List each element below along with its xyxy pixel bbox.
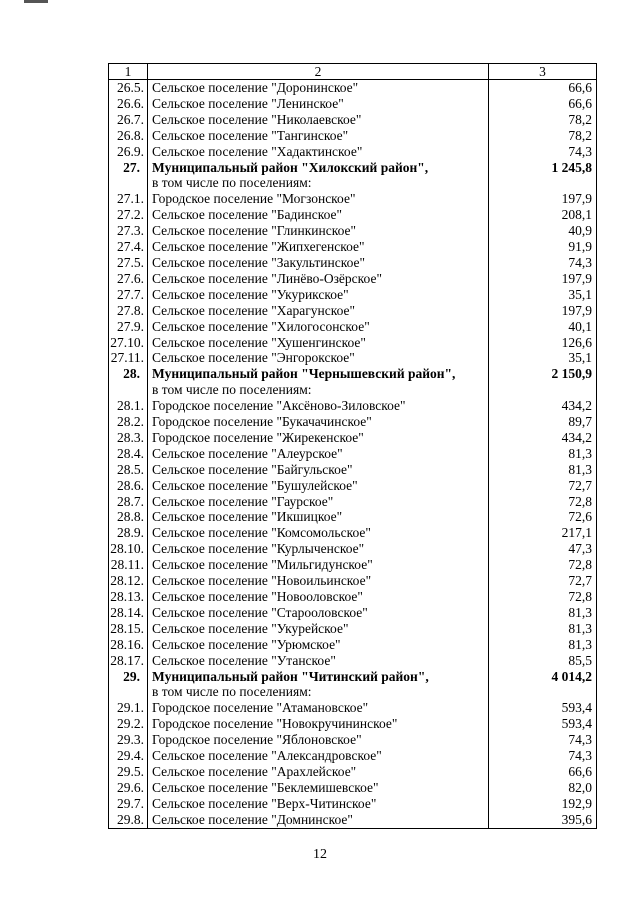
row-number: 28.7. — [109, 494, 148, 510]
table-row — [109, 191, 597, 207]
district-row — [109, 669, 597, 685]
row-name: в том числе по поселениям: — [148, 175, 489, 191]
row-name: Сельское поселение "Беклемишевское" — [148, 780, 489, 796]
row-name: Сельское поселение "Домнинское" — [148, 812, 489, 828]
row-name: в том числе по поселениям: — [148, 382, 489, 398]
table-row — [109, 239, 597, 255]
row-value: 81,3 — [489, 462, 597, 478]
row-name: Сельское поселение "Энгорокское" — [148, 350, 489, 366]
row-number: 26.6. — [109, 96, 148, 112]
table-row — [109, 796, 597, 812]
row-value: 593,4 — [489, 700, 597, 716]
table-row — [109, 509, 597, 525]
row-number: 29.7. — [109, 796, 148, 812]
page-number: 12 — [313, 847, 327, 862]
row-name: Сельское поселение "Новооловское" — [148, 589, 489, 605]
row-name: Сельское поселение "Мильгидунское" — [148, 557, 489, 573]
row-name: Сельское поселение "Хушенгинское" — [148, 335, 489, 351]
table-row — [109, 494, 597, 510]
row-number: 28. — [109, 366, 148, 382]
row-number: 29.8. — [109, 812, 148, 828]
table-row — [109, 557, 597, 573]
row-number: 26.8. — [109, 128, 148, 144]
row-number: 28.4. — [109, 446, 148, 462]
row-value: 78,2 — [489, 112, 597, 128]
row-name: Муниципальный район "Хилокский район", — [148, 160, 489, 176]
row-number: 28.8. — [109, 509, 148, 525]
table-row — [109, 525, 597, 541]
table-row — [109, 541, 597, 557]
table-row — [109, 287, 597, 303]
row-value: 81,3 — [489, 621, 597, 637]
row-value: 74,3 — [489, 144, 597, 160]
row-name: Сельское поселение "Укурейское" — [148, 621, 489, 637]
row-name: Сельское поселение "Алеурское" — [148, 446, 489, 462]
row-number: 27.8. — [109, 303, 148, 319]
row-value: 72,7 — [489, 573, 597, 589]
row-number: 26.5. — [109, 80, 148, 96]
table-row — [109, 462, 597, 478]
header-row — [109, 64, 597, 80]
allocation-table — [108, 63, 597, 829]
budget-table — [108, 63, 596, 829]
row-value: 395,6 — [489, 812, 597, 828]
table-row — [109, 732, 597, 748]
row-name: Сельское поселение "Верх-Читинское" — [148, 796, 489, 812]
row-value: 82,0 — [489, 780, 597, 796]
table-row — [109, 414, 597, 430]
row-number — [109, 684, 148, 700]
row-value: 208,1 — [489, 207, 597, 223]
row-value: 40,9 — [489, 223, 597, 239]
row-value: 66,6 — [489, 80, 597, 96]
row-number: 29.3. — [109, 732, 148, 748]
subheading-row — [109, 175, 597, 191]
row-name: Сельское поселение "Харагунское" — [148, 303, 489, 319]
row-value: 72,8 — [489, 589, 597, 605]
row-value: 1 245,8 — [489, 160, 597, 176]
row-name: Сельское поселение "Старооловское" — [148, 605, 489, 621]
row-value: 126,6 — [489, 335, 597, 351]
subheading-row — [109, 684, 597, 700]
row-name: Сельское поселение "Хадактинское" — [148, 144, 489, 160]
row-value: 35,1 — [489, 287, 597, 303]
row-number: 29.4. — [109, 748, 148, 764]
row-value: 72,6 — [489, 509, 597, 525]
row-value — [489, 684, 597, 700]
row-value: 81,3 — [489, 446, 597, 462]
row-number: 28.2. — [109, 414, 148, 430]
row-value: 78,2 — [489, 128, 597, 144]
row-name: Городское поселение "Атамановское" — [148, 700, 489, 716]
row-name: Сельское поселение "Хилогосонское" — [148, 319, 489, 335]
row-value: 192,9 — [489, 796, 597, 812]
row-number: 28.16. — [109, 637, 148, 653]
table-row — [109, 653, 597, 669]
table-row — [109, 748, 597, 764]
row-value: 197,9 — [489, 191, 597, 207]
row-value: 81,3 — [489, 637, 597, 653]
row-number: 28.3. — [109, 430, 148, 446]
row-number: 27.7. — [109, 287, 148, 303]
table-row — [109, 335, 597, 351]
table-row — [109, 478, 597, 494]
table-row — [109, 223, 597, 239]
row-number: 27.2. — [109, 207, 148, 223]
row-name: Сельское поселение "Линёво-Озёрское" — [148, 271, 489, 287]
row-value: 434,2 — [489, 430, 597, 446]
table-row — [109, 398, 597, 414]
row-number: 27.6. — [109, 271, 148, 287]
row-number: 28.10. — [109, 541, 148, 557]
row-name: Сельское поселение "Закультинское" — [148, 255, 489, 271]
row-number: 27.5. — [109, 255, 148, 271]
row-value: 74,3 — [489, 255, 597, 271]
table-row — [109, 573, 597, 589]
row-value — [489, 175, 597, 191]
table-row — [109, 764, 597, 780]
row-name: Городское поселение "Яблоновское" — [148, 732, 489, 748]
row-number: 26.7. — [109, 112, 148, 128]
table-row — [109, 96, 597, 112]
table-row — [109, 319, 597, 335]
row-value: 74,3 — [489, 732, 597, 748]
table-row — [109, 207, 597, 223]
table-body — [109, 80, 597, 829]
row-name: Городское поселение "Жирекенское" — [148, 430, 489, 446]
header-col-2: 2 — [148, 64, 489, 80]
table-row — [109, 255, 597, 271]
header-col-1: 1 — [109, 64, 148, 80]
table-row — [109, 80, 597, 96]
row-value: 72,7 — [489, 478, 597, 494]
row-name: Городское поселение "Новокручининское" — [148, 716, 489, 732]
row-number: 28.9. — [109, 525, 148, 541]
row-number: 27. — [109, 160, 148, 176]
row-name: Сельское поселение "Утанское" — [148, 653, 489, 669]
row-value: 217,1 — [489, 525, 597, 541]
district-row — [109, 366, 597, 382]
table-row — [109, 112, 597, 128]
row-name: Муниципальный район "Читинский район", — [148, 669, 489, 685]
row-name: Городское поселение "Букачачинское" — [148, 414, 489, 430]
table-row — [109, 350, 597, 366]
row-number: 27.11. — [109, 350, 148, 366]
row-name: Сельское поселение "Доронинское" — [148, 80, 489, 96]
row-value: 85,5 — [489, 653, 597, 669]
row-number: 26.9. — [109, 144, 148, 160]
row-number: 27.1. — [109, 191, 148, 207]
row-name: Сельское поселение "Икшицкое" — [148, 509, 489, 525]
row-name: Сельское поселение "Бадинское" — [148, 207, 489, 223]
row-name: Сельское поселение "Николаевское" — [148, 112, 489, 128]
row-value: 74,3 — [489, 748, 597, 764]
row-value: 4 014,2 — [489, 669, 597, 685]
row-name: Сельское поселение "Курлыченское" — [148, 541, 489, 557]
row-value: 197,9 — [489, 271, 597, 287]
header-col-3: 3 — [489, 64, 597, 80]
row-number: 29.1. — [109, 700, 148, 716]
row-name: Городское поселение "Аксёново-Зиловское" — [148, 398, 489, 414]
row-number: 28.15. — [109, 621, 148, 637]
row-value — [489, 382, 597, 398]
row-name: Городское поселение "Могзонское" — [148, 191, 489, 207]
row-number: 28.12. — [109, 573, 148, 589]
table-row — [109, 605, 597, 621]
row-number: 28.14. — [109, 605, 148, 621]
row-value: 72,8 — [489, 494, 597, 510]
row-name: Сельское поселение "Урюмское" — [148, 637, 489, 653]
table-row — [109, 128, 597, 144]
row-number — [109, 175, 148, 191]
row-number: 28.1. — [109, 398, 148, 414]
row-name: Сельское поселение "Байгульское" — [148, 462, 489, 478]
table-row — [109, 271, 597, 287]
row-value: 40,1 — [489, 319, 597, 335]
row-value: 66,6 — [489, 96, 597, 112]
row-number: 27.10. — [109, 335, 148, 351]
row-value: 91,9 — [489, 239, 597, 255]
row-name: Сельское поселение "Комсомольское" — [148, 525, 489, 541]
table-row — [109, 144, 597, 160]
row-number: 27.9. — [109, 319, 148, 335]
table-row — [109, 700, 597, 716]
row-value: 89,7 — [489, 414, 597, 430]
row-name: Сельское поселение "Тангинское" — [148, 128, 489, 144]
row-value: 197,9 — [489, 303, 597, 319]
row-name: в том числе по поселениям: — [148, 684, 489, 700]
row-number: 27.4. — [109, 239, 148, 255]
table-row — [109, 780, 597, 796]
table-row — [109, 589, 597, 605]
table-row — [109, 637, 597, 653]
row-value: 35,1 — [489, 350, 597, 366]
table-row — [109, 303, 597, 319]
row-name: Сельское поселение "Глинкинское" — [148, 223, 489, 239]
row-name: Сельское поселение "Укурикское" — [148, 287, 489, 303]
table-row — [109, 812, 597, 828]
row-value: 434,2 — [489, 398, 597, 414]
row-value: 47,3 — [489, 541, 597, 557]
row-number: 29.5. — [109, 764, 148, 780]
row-name: Сельское поселение "Жипхегенское" — [148, 239, 489, 255]
row-value: 2 150,9 — [489, 366, 597, 382]
row-value: 593,4 — [489, 716, 597, 732]
table-row — [109, 430, 597, 446]
row-number: 28.17. — [109, 653, 148, 669]
row-name: Муниципальный район "Чернышевский район", — [148, 366, 489, 382]
row-number: 29.6. — [109, 780, 148, 796]
row-name: Сельское поселение "Арахлейское" — [148, 764, 489, 780]
table-row — [109, 621, 597, 637]
row-name: Сельское поселение "Бушулейское" — [148, 478, 489, 494]
row-number: 27.3. — [109, 223, 148, 239]
row-number: 28.5. — [109, 462, 148, 478]
row-number: 28.13. — [109, 589, 148, 605]
row-number — [109, 382, 148, 398]
row-value: 66,6 — [489, 764, 597, 780]
row-number: 28.11. — [109, 557, 148, 573]
row-value: 81,3 — [489, 605, 597, 621]
row-number: 29. — [109, 669, 148, 685]
row-name: Сельское поселение "Александровское" — [148, 748, 489, 764]
table-row — [109, 716, 597, 732]
table-row — [109, 446, 597, 462]
row-name: Сельское поселение "Гаурское" — [148, 494, 489, 510]
row-name: Сельское поселение "Новоильинское" — [148, 573, 489, 589]
row-name: Сельское поселение "Ленинское" — [148, 96, 489, 112]
district-row — [109, 160, 597, 176]
row-number: 29.2. — [109, 716, 148, 732]
subheading-row — [109, 382, 597, 398]
scan-corner-mark — [24, 0, 48, 3]
row-number: 28.6. — [109, 478, 148, 494]
row-value: 72,8 — [489, 557, 597, 573]
table-header — [109, 64, 597, 80]
